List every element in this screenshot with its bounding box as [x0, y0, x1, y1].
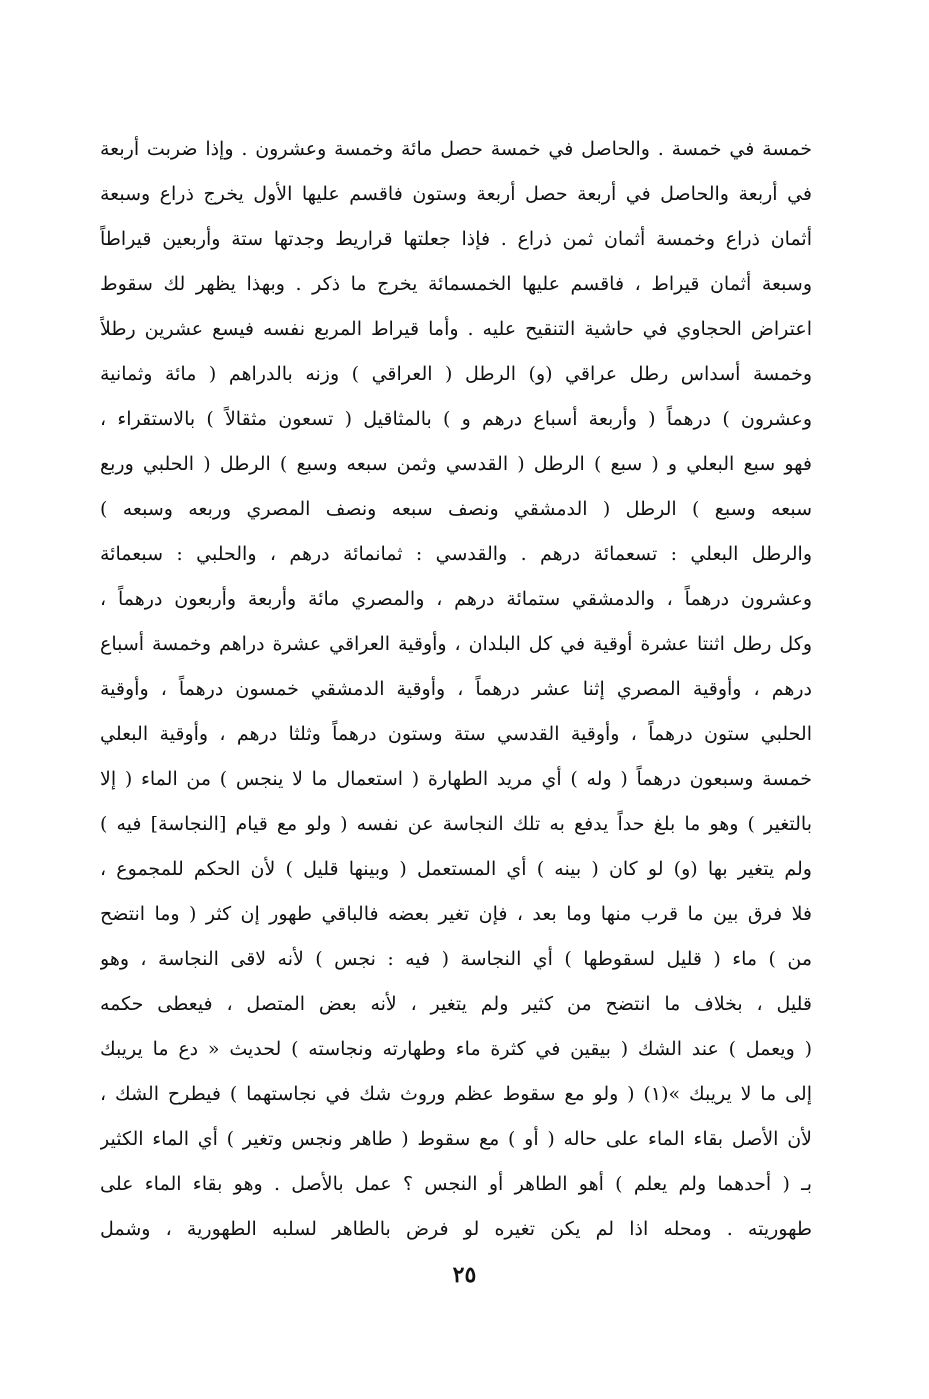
text-line: خمسة في خمسة . والحاصل في خمسة حصل مائة وخمسة وعشرون . وإذا ضربت أربعة: [100, 138, 812, 160]
text-line: وخمسة أسداس رطل عراقي (و) الرطل ( العراقي ) وزنه بالدراهم ( مائة وثمانية: [100, 363, 812, 385]
text-line: سبعه وسبع ) الرطل ( الدمشقي ونصف سبعه ونصف المصري وربعه وسبعه ): [100, 498, 812, 520]
text-line: وعشرون درهماً ، والدمشقي ستمائة درهم ، والمصري مائة وأربعة وأربعون درهماً ،: [100, 588, 812, 610]
text-line: وكل رطل اثنتا عشرة أوقية في كل البلدان ، وأوقية العراقي عشرة دراهم وخمسة أسباع: [100, 633, 812, 655]
page-number: ٢٥: [452, 1262, 477, 1288]
page-body-text: [100, 127, 812, 1252]
text-line: من ) ماء ( قليل لسقوطها ) أي النجاسة ( فيه : نجس ) لأنه لاقى النجاسة ، وهو: [100, 948, 812, 970]
text-line: لأن الأصل بقاء الماء على حاله ( أو ) مع سقوط ( طاهر ونجس وتغير ) أي الماء الكثير: [100, 1128, 812, 1150]
text-line: اعتراض الحجاوي في حاشية التنقيح عليه . وأما قيراط المربع نفسه فيسع عشرين رطلاً: [100, 318, 812, 340]
text-line: ولم يتغير بها (و) لو كان ( بينه ) أي المستعمل ( وبينها قليل ) لأن الحكم للمجموع ،: [100, 858, 812, 880]
text-line: والرطل البعلي : تسعمائة درهم . والقدسي : ثمانمائة درهم ، والحلبي : سبعمائة: [100, 543, 812, 565]
text-line: بـ ( أحدهما ولم يعلم ) أهو الطاهر أو النجس ؟ عمل بالأصل . وهو بقاء الماء على: [100, 1173, 812, 1195]
text-line: بالتغير ) وهو ما بلغ حداً يدفع به تلك النجاسة عن نفسه ( ولو مع قيام [النجاسة] فيه ): [100, 813, 812, 835]
text-line: ( ويعمل ) عند الشك ( بيقين في كثرة ماء وطهارته ونجاسته ) لحديث « دع ما يريبك: [100, 1038, 812, 1060]
text-line: وسبعة أثمان قيراط ، فاقسم عليها الخمسمائة يخرج ما ذكر . وبهذا يظهر لك سقوط: [100, 273, 812, 295]
text-line: طهوريته . ومحله اذا لم يكن تغيره لو فرض بالطاهر لسلبه الطهورية ، وشمل: [100, 1218, 812, 1240]
text-line: الحلبي ستون درهماً ، وأوقية القدسي ستة وستون درهماً وثلثا درهم ، وأوقية البعلي: [100, 723, 812, 745]
text-line: قليل ، بخلاف ما انتضح من كثير ولم يتغير ، لأنه بعض المتصل ، فيعطى حكمه: [100, 993, 812, 1015]
text-line: وعشرون ) درهماً ( وأربعة أسباع درهم و ) بالمثاقيل ( تسعون مثقالاً ) بالاستقراء ،: [100, 408, 812, 430]
text-line: أثمان ذراع وخمسة أثمان ثمن ذراع . فإذا جعلتها قراريط وجدتها ستة وأربعين قيراطاً: [100, 228, 812, 250]
text-line: فهو سبع البعلي و ( سبع ) الرطل ( القدسي وثمن سبعه وسبع ) الرطل ( الحلبي وربع: [100, 453, 812, 475]
text-line: درهم ، وأوقية المصري إثنا عشر درهماً ، وأوقية الدمشقي خمسون درهماً ، وأوقية: [100, 678, 812, 700]
text-line: خمسة وسبعون درهماً ( وله ) أي مريد الطهارة ( استعمال ما لا ينجس ) من الماء ( إلا: [100, 768, 812, 790]
text-line: إلى ما لا يريبك »(١) ( ولو مع سقوط عظم وروث شك في نجاستهما ) فيطرح الشك ،: [100, 1083, 812, 1105]
text-line: في أربعة والحاصل في أربعة حصل أربعة وستون فاقسم عليها الأول يخرج ذراع وسبعة: [100, 183, 812, 205]
text-line: فلا فرق بين ما قرب منها وما بعد ، فإن تغير بعضه فالباقي طهور إن كثر ( وما انتضح: [100, 903, 812, 925]
